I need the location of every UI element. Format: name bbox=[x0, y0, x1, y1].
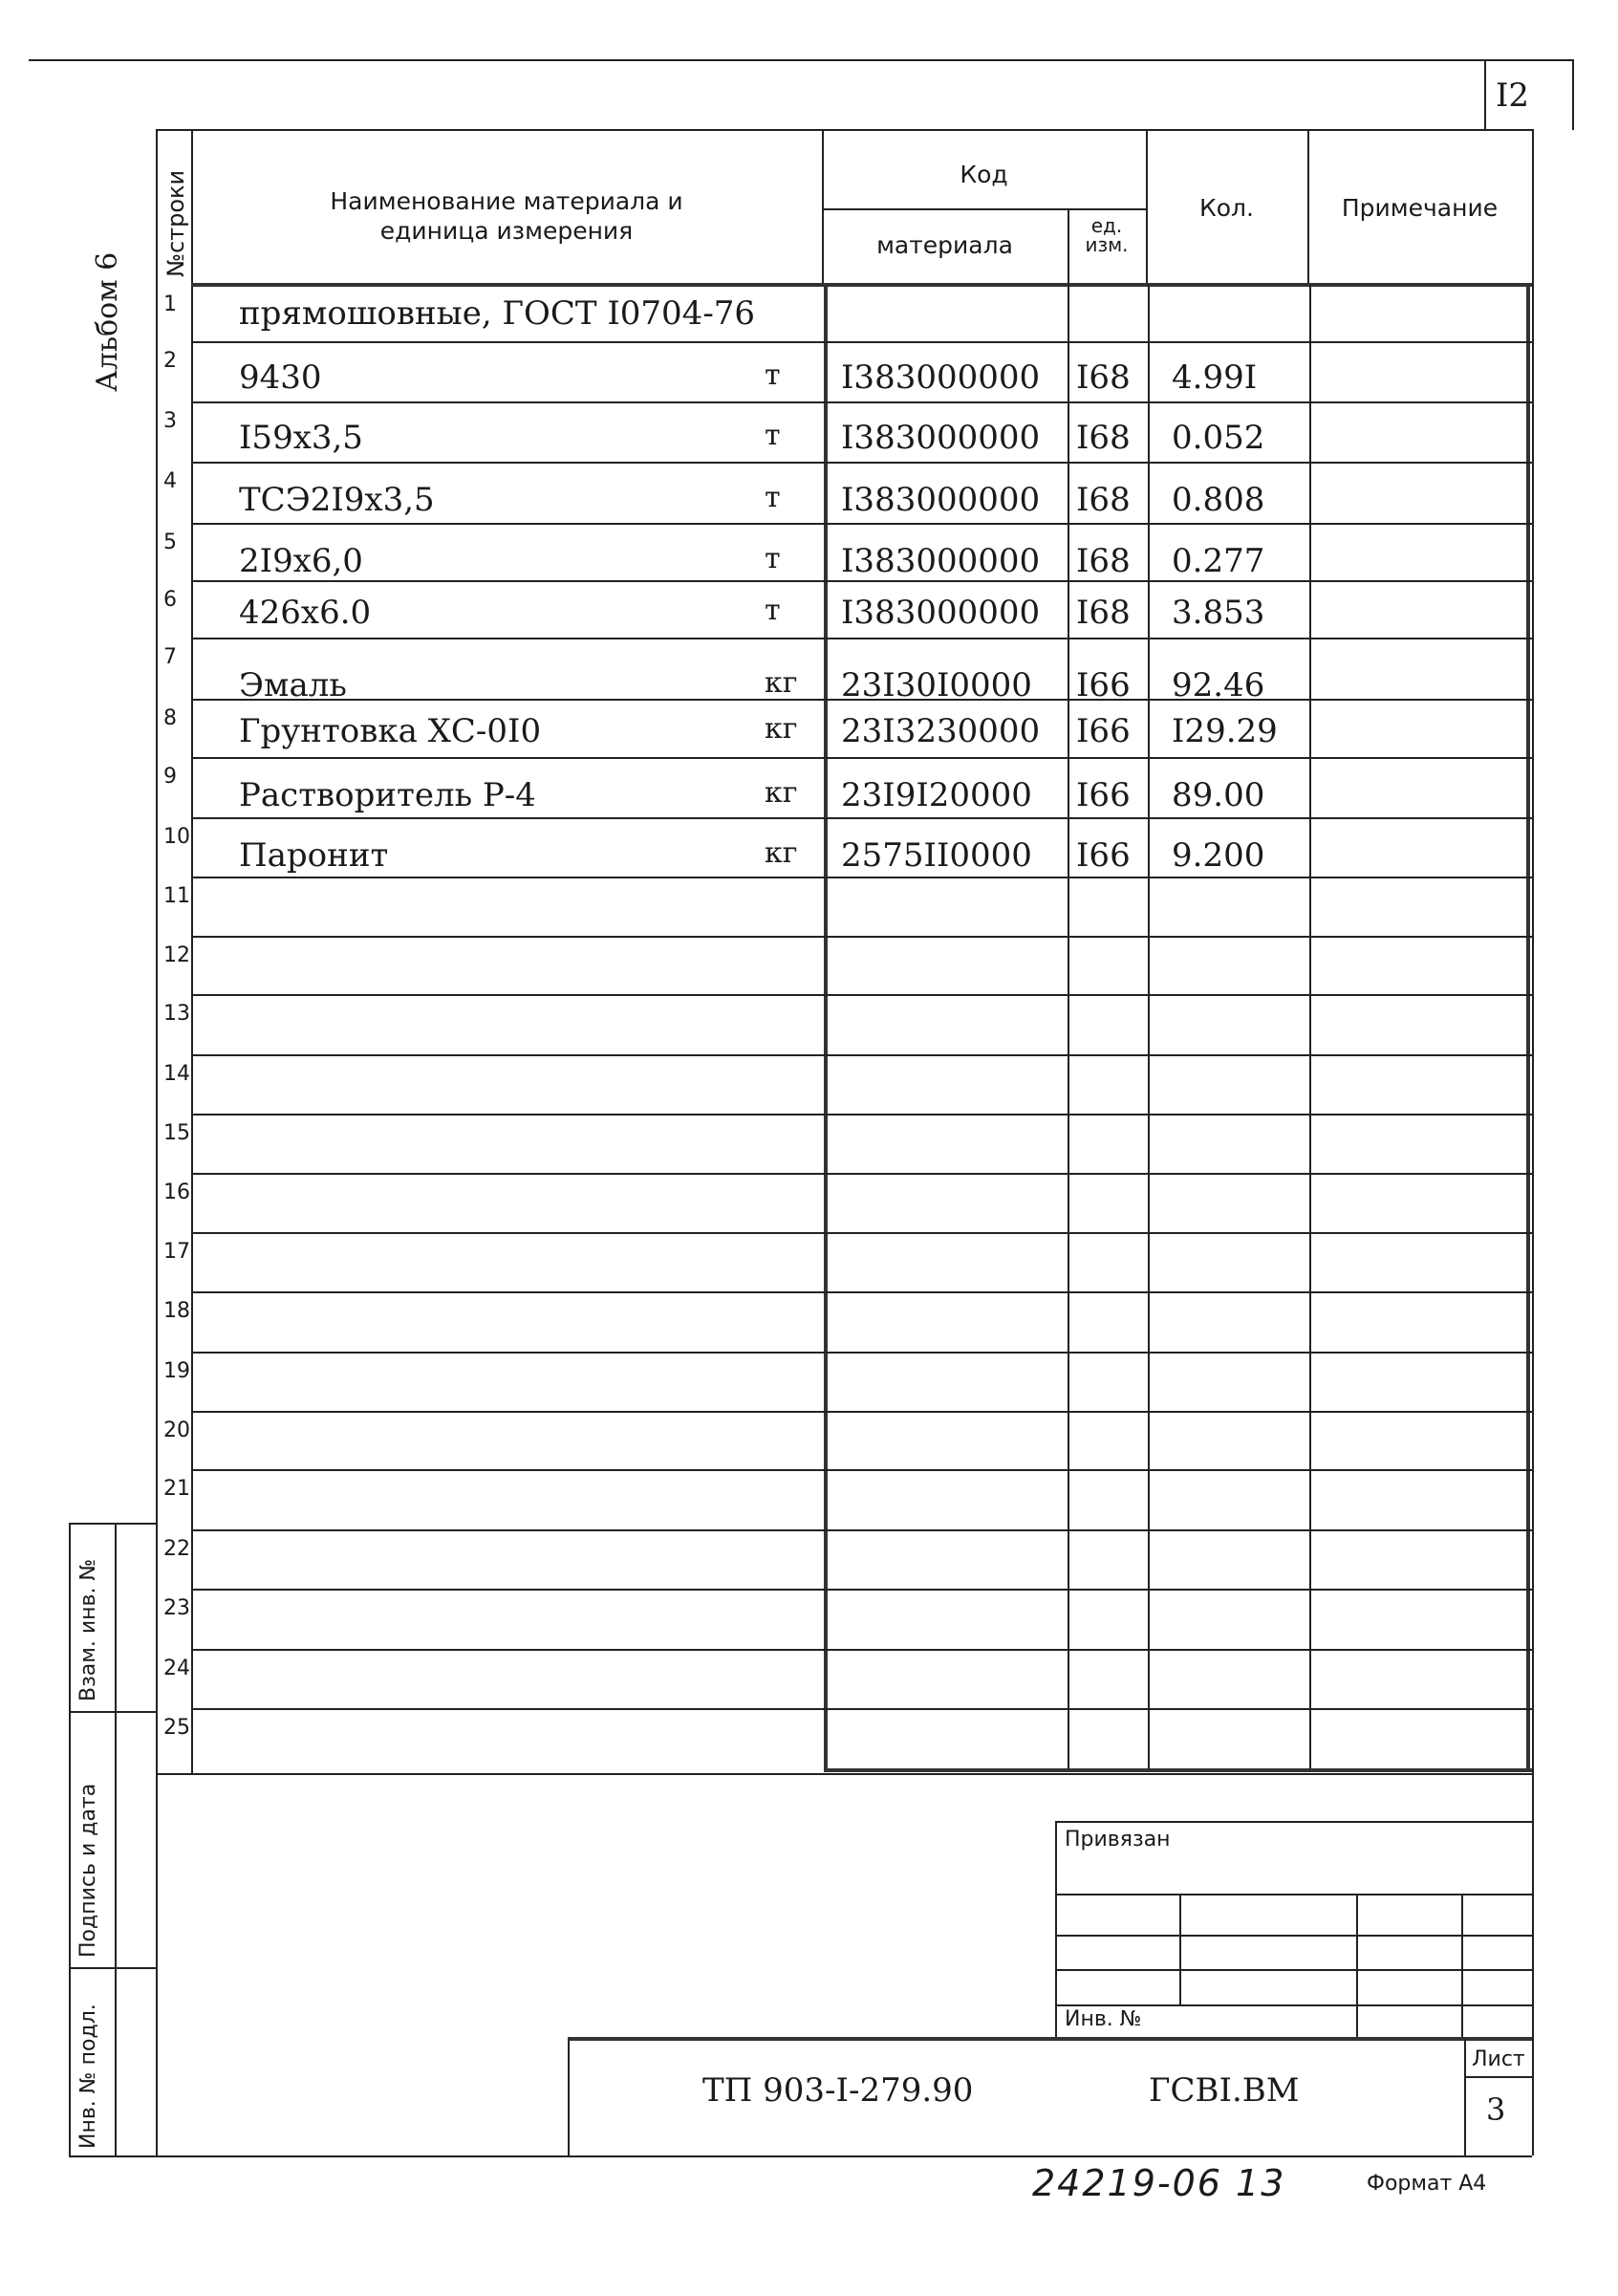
row-number: 25 bbox=[163, 1716, 190, 1740]
unit-of-measure: т bbox=[765, 542, 781, 575]
row-grid-line bbox=[191, 1589, 1532, 1591]
qty-col-line bbox=[1148, 285, 1150, 1772]
bottom-frame-left bbox=[156, 1773, 158, 2155]
name-header-line1: Наименование материала и bbox=[330, 187, 683, 215]
row-grid-line bbox=[191, 638, 1532, 639]
bottom-frame-right bbox=[1532, 1773, 1534, 2155]
row-number: 13 bbox=[163, 1002, 190, 1026]
stamp-divider-2 bbox=[69, 1967, 156, 1969]
table-top-line bbox=[156, 129, 1532, 131]
note-header: Примечание bbox=[1341, 194, 1499, 222]
material-code: 23I3230000 bbox=[841, 712, 1041, 750]
row-grid-line bbox=[191, 757, 1532, 759]
row-number: 1 bbox=[163, 292, 177, 316]
row-number: 19 bbox=[163, 1359, 190, 1383]
row-number: 20 bbox=[163, 1419, 190, 1442]
designation: ТП 903-I-279.90 bbox=[702, 2071, 974, 2110]
unit-code-header-line1: ед. bbox=[1090, 214, 1123, 237]
row-grid-line bbox=[191, 462, 1532, 464]
sheet-col-left bbox=[1464, 2039, 1466, 2155]
material-code: 23I30I0000 bbox=[841, 666, 1032, 704]
row-number: 8 bbox=[163, 706, 177, 730]
title-top bbox=[568, 2037, 1532, 2041]
material-name: ТСЭ2I9x3,5 bbox=[239, 481, 435, 519]
unit-of-measure: т bbox=[765, 358, 781, 392]
material-code: I383000000 bbox=[841, 481, 1041, 519]
row-number: 21 bbox=[163, 1477, 190, 1501]
unit-code: I66 bbox=[1076, 666, 1131, 704]
stamp-divider-1 bbox=[69, 1711, 156, 1713]
row-grid-line bbox=[191, 1469, 1532, 1471]
unitcode-col-line bbox=[1068, 285, 1069, 1772]
row-number: 17 bbox=[163, 1240, 190, 1264]
name-header-line2: единица измерения bbox=[379, 217, 634, 245]
sheet-number: 3 bbox=[1486, 2091, 1506, 2128]
material-code: I383000000 bbox=[841, 419, 1041, 457]
row-number: 9 bbox=[163, 765, 177, 789]
unit-of-measure: т bbox=[765, 594, 781, 627]
quantity: 92.46 bbox=[1172, 666, 1265, 704]
unit-code: I68 bbox=[1076, 481, 1131, 519]
material-name: Эмаль bbox=[239, 666, 347, 704]
row-number: 2 bbox=[163, 349, 177, 373]
row-grid-line bbox=[191, 1291, 1532, 1293]
row-grid-line bbox=[191, 994, 1532, 996]
unit-code: I66 bbox=[1076, 836, 1131, 875]
row-no-header: №строки bbox=[162, 169, 189, 277]
unit-code-header-line2: изм. bbox=[1085, 233, 1129, 256]
format-label: Формат А4 bbox=[1367, 2172, 1487, 2196]
unit-of-measure: кг bbox=[765, 776, 798, 810]
material-name: Грунтовка ХС-0I0 bbox=[239, 712, 542, 750]
unit-of-measure: кг bbox=[765, 666, 798, 700]
table-left-line bbox=[156, 129, 158, 1773]
row-grid-line bbox=[191, 1708, 1532, 1710]
header-bottom-line bbox=[191, 283, 1532, 287]
stamp-mid-line bbox=[115, 1523, 117, 2155]
row-number: 5 bbox=[163, 531, 177, 554]
bottom-frame-top bbox=[156, 1773, 1532, 1775]
row-grid-line bbox=[191, 580, 1532, 582]
row-grid-line bbox=[191, 523, 1532, 525]
material-name: 426x6.0 bbox=[239, 594, 372, 632]
quantity: 0.052 bbox=[1172, 419, 1265, 457]
unit-code: I68 bbox=[1076, 594, 1131, 632]
row-number: 10 bbox=[163, 825, 190, 849]
row-grid-line bbox=[191, 1173, 1532, 1175]
body-right-line bbox=[1526, 285, 1530, 1772]
row-number: 15 bbox=[163, 1121, 190, 1145]
quantity: 0.277 bbox=[1172, 542, 1265, 580]
unit-code: I68 bbox=[1076, 542, 1131, 580]
unit-code: I66 bbox=[1076, 712, 1131, 750]
quantity: 4.99I bbox=[1172, 358, 1258, 397]
row-number: 12 bbox=[163, 943, 190, 967]
material-code: 2575II0000 bbox=[841, 836, 1032, 875]
archive-number: 24219-06 13 bbox=[1032, 2162, 1286, 2204]
row-grid-line bbox=[191, 817, 1532, 819]
unit-of-measure: кг bbox=[765, 836, 798, 870]
row-number: 22 bbox=[163, 1537, 190, 1561]
row-grid-line bbox=[191, 1649, 1532, 1651]
row-number: 24 bbox=[163, 1657, 190, 1680]
row-number: 14 bbox=[163, 1062, 190, 1086]
row-grid-line bbox=[191, 1114, 1532, 1116]
code-header: Код bbox=[960, 161, 1008, 188]
material-name: Растворитель Р-4 bbox=[239, 776, 536, 814]
sheet-corner-number: I2 bbox=[1496, 76, 1530, 115]
row-grid-line bbox=[191, 341, 1532, 343]
unit-of-measure: т bbox=[765, 419, 781, 452]
material-code: I383000000 bbox=[841, 594, 1041, 632]
material-name: 2I9x6,0 bbox=[239, 542, 363, 580]
attached-col-1 bbox=[1179, 1894, 1181, 2004]
material-name: 9430 bbox=[239, 358, 322, 397]
bottom-frame-bottom bbox=[69, 2155, 1532, 2157]
unit-code-header bbox=[1068, 216, 1146, 254]
stamp-top-line bbox=[69, 1523, 156, 1525]
sheet-label: Лист bbox=[1472, 2047, 1525, 2071]
row-number: 16 bbox=[163, 1180, 190, 1204]
material-code: I383000000 bbox=[841, 542, 1041, 580]
stamp-inv-original: Инв. № подл. bbox=[76, 2004, 100, 2149]
quantity: 89.00 bbox=[1172, 776, 1265, 814]
quantity: 0.808 bbox=[1172, 481, 1265, 519]
row-number: 3 bbox=[163, 409, 177, 433]
quantity: I29.29 bbox=[1172, 712, 1278, 750]
row-grid-line bbox=[191, 877, 1532, 878]
unit-of-measure: т bbox=[765, 481, 781, 514]
material-name: Паронит bbox=[239, 836, 389, 875]
row-number: 7 bbox=[163, 645, 177, 669]
qty-header: Кол. bbox=[1199, 194, 1254, 222]
top-frame-line bbox=[29, 59, 1572, 61]
material-code: I383000000 bbox=[841, 358, 1041, 397]
title-left bbox=[568, 2039, 570, 2155]
attached-col-2 bbox=[1356, 1894, 1358, 2039]
row-grid-line bbox=[191, 1352, 1532, 1354]
material-name: I59x3,5 bbox=[239, 419, 363, 457]
body-bottom-line bbox=[824, 1768, 1532, 1772]
unit-code: I66 bbox=[1076, 776, 1131, 814]
note-col-line bbox=[1309, 285, 1311, 1772]
row-grid-line bbox=[191, 1529, 1532, 1531]
code-col-line bbox=[824, 285, 828, 1772]
row-number: 18 bbox=[163, 1299, 190, 1323]
rownum-col-line bbox=[191, 129, 193, 1773]
material-name: прямошовные, ГОСТ I0704-76 bbox=[239, 294, 756, 333]
row-grid-line bbox=[191, 1232, 1532, 1234]
attached-top bbox=[1055, 1821, 1532, 1823]
row-number: 4 bbox=[163, 469, 177, 493]
unit-code: I68 bbox=[1076, 419, 1131, 457]
row-number: 6 bbox=[163, 588, 177, 612]
attached-col-3 bbox=[1461, 1894, 1463, 2039]
unit-code: I68 bbox=[1076, 358, 1131, 397]
row-grid-line bbox=[191, 1411, 1532, 1413]
row-number: 11 bbox=[163, 884, 190, 908]
row-grid-line bbox=[191, 401, 1532, 403]
stamp-vzam-inv: Взам. инв. № bbox=[76, 1558, 100, 1701]
attached-label: Привязан bbox=[1065, 1828, 1171, 1852]
row-number: 23 bbox=[163, 1596, 190, 1620]
material-code-header: материала bbox=[876, 231, 1013, 259]
unit-of-measure: кг bbox=[765, 712, 798, 746]
doc-code: ГСВI.ВМ bbox=[1149, 2071, 1300, 2110]
quantity: 3.853 bbox=[1172, 594, 1265, 632]
stamp-left-line bbox=[69, 1523, 71, 2155]
corner-box-left bbox=[1484, 59, 1486, 130]
row-grid-line bbox=[191, 1054, 1532, 1056]
stamp-signature-date: Подпись и дата bbox=[76, 1783, 100, 1958]
code-group-divider bbox=[822, 208, 1146, 210]
inv-no-label: Инв. № bbox=[1065, 2007, 1142, 2031]
quantity: 9.200 bbox=[1172, 836, 1265, 875]
material-code: 23I9I20000 bbox=[841, 776, 1032, 814]
corner-box-right bbox=[1572, 59, 1574, 130]
album-label: Альбом 6 bbox=[91, 251, 124, 392]
table-right-line bbox=[1532, 129, 1534, 1773]
sheet-label-divider bbox=[1464, 2076, 1532, 2078]
row-grid-line bbox=[191, 936, 1532, 938]
